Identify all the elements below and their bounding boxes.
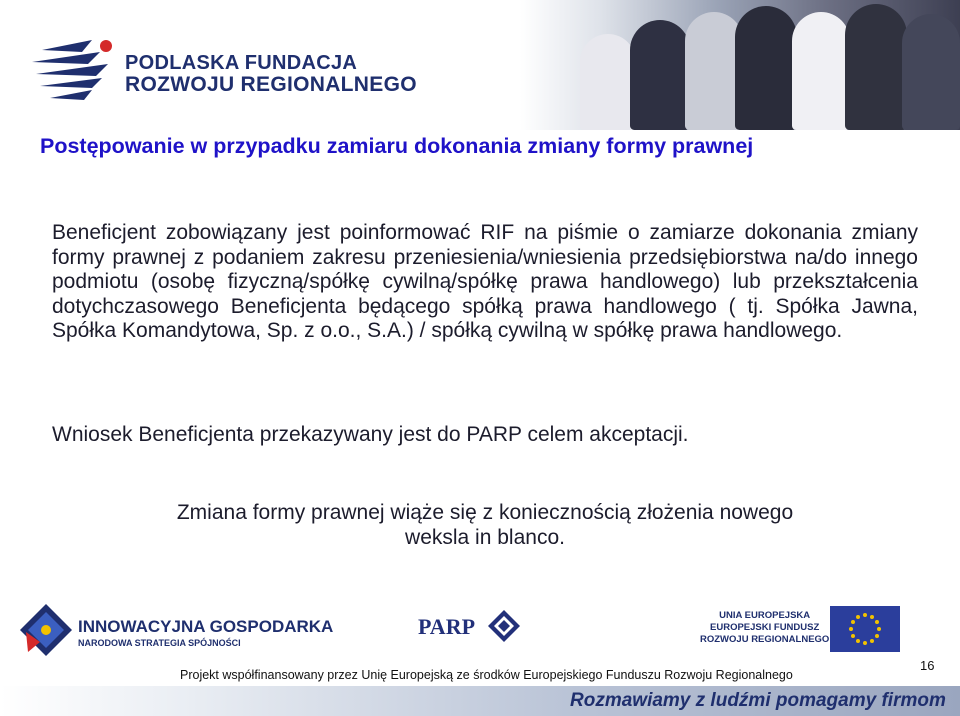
- eu-fund-line3: ROZWOJU REGIONALNEGO: [700, 634, 830, 645]
- eu-fund-line2: EUROPEJSKI FUNDUSZ: [710, 622, 820, 633]
- paragraph-promissory-note-line2: weksla in blanco.: [405, 526, 565, 549]
- eu-fund-line1: UNIA EUROPEJSKA: [719, 610, 811, 621]
- eu-fund-label: [700, 610, 829, 646]
- paragraph-promissory-note-line1: Zmiana formy prawnej wiąże się z koniecznością złożenia nowego: [176, 501, 794, 524]
- slide-title: Postępowanie w przypadku zamiaru dokonania zmiany formy prawnej: [40, 134, 754, 158]
- slogan: Rozmawiamy z ludźmi pomagamy firmom: [570, 690, 946, 711]
- foundation-name-line1: PODLASKA FUNDACJA: [125, 52, 358, 74]
- foundation-logo-icon: [22, 30, 122, 110]
- partner-logos: [0, 596, 960, 660]
- innovative-economy-logo-icon: [18, 602, 74, 658]
- page-number: 16: [920, 658, 935, 673]
- innovative-economy-title: INNOWACYJNA GOSPODARKA: [78, 617, 334, 636]
- business-people-photo: [520, 0, 960, 130]
- parp-logo-icon: [486, 608, 522, 644]
- parp-logo-text: PARP: [418, 614, 476, 639]
- foundation-name-line2: ROZWOJU REGIONALNEGO: [125, 73, 417, 96]
- foundation-name: [125, 52, 417, 96]
- paragraph-parp-acceptance: Wniosek Beneficjenta przekazywany jest do PARP celem akceptacji.: [52, 423, 689, 446]
- paragraph-notification-requirement: Beneficjent zobowiązany jest poinformować RIF na piśmie o zamiarze dokonania zmiany formy prawnej z podaniem zakresu przeniesienia/wniesienia przedsiębiorstwa na/do innego podmiotu (osobę fizyczną/spółkę cywilną/spółkę prawa handlowego) lub przekształcenia dotychczasowego Beneficjenta będącego spółką prawa handlowego ( tj. Spółka Jawna, Spółka Komandytowa, Sp. z o.o., S.A.) / spółką cywilną w spółkę prawa handlowego.: [52, 221, 918, 342]
- eu-flag-icon: [830, 606, 900, 652]
- paragraph-promissory-note: [52, 500, 918, 550]
- slide-header: [0, 0, 960, 130]
- cofinancing-note: Projekt współfinansowany przez Unię Europejską ze środków Europejskiego Funduszu Rozwoju Regionalnego: [180, 668, 793, 682]
- innovative-economy-subtitle: NARODOWA STRATEGIA SPÓJNOŚCI: [78, 638, 241, 648]
